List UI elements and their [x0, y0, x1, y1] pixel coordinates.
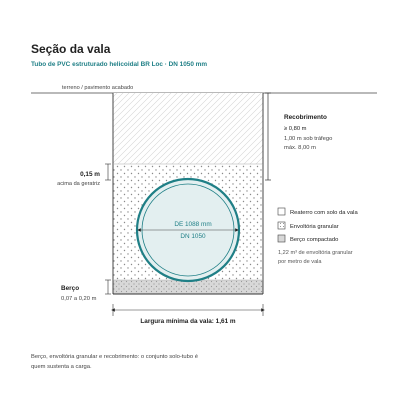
width-label: Largura mínima da vala: 1,61 m — [140, 318, 236, 325]
backfill-zone — [113, 93, 263, 164]
bedding-zone — [113, 280, 263, 294]
page-title: Seção da vala — [31, 42, 111, 56]
bedding-title: Berço — [61, 285, 80, 292]
footer-note-line2: quem sustenta a carga. — [31, 364, 92, 370]
backfill-swatch-icon — [278, 208, 285, 215]
cover-min: ≥ 0,80 m — [284, 126, 307, 132]
cover-traffic: 1,00 m sob tráfego — [284, 136, 333, 142]
bedding-swatch-icon — [278, 235, 285, 242]
granular-swatch-icon — [278, 222, 285, 229]
cover-title: Recobrimento — [284, 114, 327, 121]
legend-item-bedding: Berço compactado — [290, 237, 339, 243]
page-subtitle: Tubo de PVC estruturado helicoidal BR Loc · DN 1050 mm — [31, 61, 208, 68]
ground-label: terreno / pavimento acabado — [62, 85, 134, 91]
crown-value: 0,15 m — [80, 171, 100, 178]
crown-description: acima da geratriz — [57, 181, 100, 187]
pipe-dn-label: DN 1050 — [180, 233, 206, 240]
legend-volume-line2: por metro de vala — [278, 259, 322, 265]
footer-note-line1: Berço, envoltória granular e recobrimento: o conjunto solo-tubo é — [31, 354, 198, 360]
pipe-od-label: DE 1088 mm — [174, 221, 212, 228]
cover-max: máx. 8,00 m — [284, 145, 316, 151]
legend-item-backfill: Reaterro com solo da vala — [290, 210, 358, 216]
legend-volume-line1: 1,22 m³ de envoltória granular — [278, 250, 353, 256]
legend — [278, 208, 358, 265]
bedding-range: 0,07 a 0,20 m — [61, 296, 97, 302]
legend-item-granular: Envoltória granular — [290, 224, 339, 230]
